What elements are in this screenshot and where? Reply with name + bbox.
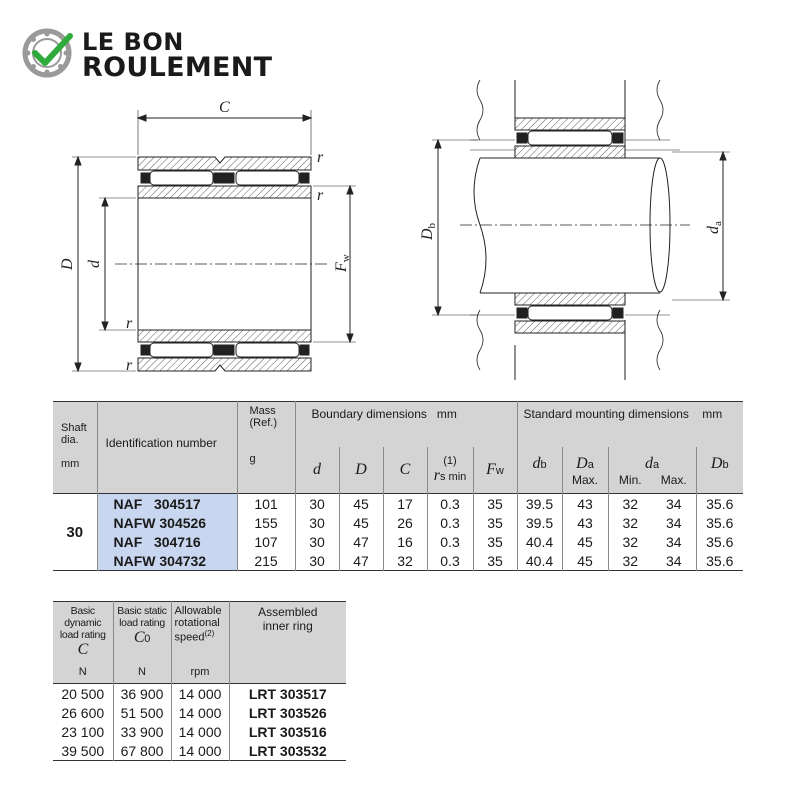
C-cell: 26 (383, 513, 427, 532)
col-da-min: Min. (608, 473, 652, 494)
col-Db: Db (696, 447, 743, 473)
mass-header: Mass (Ref.) g (237, 402, 295, 494)
rs-cell: 0.3 (427, 494, 473, 514)
mass-cell: 101 (237, 494, 295, 514)
Da-cell: 45 (562, 551, 608, 571)
table-row (53, 741, 346, 761)
Da-cell: 43 (562, 513, 608, 532)
label-D: D (59, 258, 76, 270)
speed-cell: 14 000 (171, 722, 229, 741)
ring-cell: LRT 303517 (229, 684, 346, 704)
ident-cell: NAFW 304732 (97, 551, 237, 571)
shaft-dia-header: Shaft dia. mm (61, 422, 87, 470)
label-r-2: r (317, 187, 324, 204)
label-d: d (86, 260, 103, 268)
db-cell: 40.4 (517, 551, 562, 571)
speed-cell: 14 000 (171, 741, 229, 761)
Db-cell: 35.6 (696, 513, 743, 532)
Fw-cell: 35 (473, 532, 517, 551)
da-max-cell: 34 (665, 495, 682, 512)
da-max-cell: 34 (665, 514, 682, 531)
table-row (53, 513, 743, 532)
col-da: da (608, 447, 696, 473)
dyn-header: Basic dynamic load rating C (59, 605, 106, 658)
da-max-cell: 34 (665, 552, 682, 569)
col-Da-max: Max. (562, 473, 608, 494)
Fw-cell: 35 (473, 513, 517, 532)
table-row (53, 494, 743, 514)
boundary-header: Boundary dimensions mm (295, 402, 517, 448)
Fw-cell: 35 (473, 494, 517, 514)
ring-cell: LRT 303516 (229, 722, 346, 741)
col-Fw: Fw (473, 447, 517, 494)
Da-cell: 43 (562, 494, 608, 514)
col-D: D (339, 447, 383, 494)
D-cell: 47 (339, 551, 383, 571)
stat-header: Basic static load rating C0 (113, 602, 171, 662)
label-Fw: Fw (333, 254, 352, 272)
stat-cell: 36 900 (113, 684, 171, 704)
speed-header: Allowable rotational speed$^{(2)}$ (171, 602, 229, 662)
D-cell: 45 (339, 513, 383, 532)
Db-cell: 35.6 (696, 494, 743, 514)
col-db: db (517, 447, 562, 473)
D-cell: 45 (339, 494, 383, 514)
table-row (53, 684, 346, 704)
da-min-cell: 32 (608, 494, 652, 514)
load-rating-table (53, 601, 346, 761)
dyn-unit: N (78, 666, 87, 678)
label-da: da (705, 221, 724, 234)
d-cell: 30 (295, 532, 339, 551)
label-r-4: r (126, 357, 133, 374)
d-cell: 30 (295, 513, 339, 532)
Db-cell: 35.6 (696, 551, 743, 571)
da-max-cell: 34 (665, 533, 682, 550)
db-cell: 40.4 (517, 532, 562, 551)
col-rs: (1) rs min (427, 447, 473, 494)
rs-cell: 0.3 (427, 551, 473, 571)
stat-cell: 33 900 (113, 722, 171, 741)
label-Db: Db (419, 222, 438, 240)
mass-cell: 215 (237, 551, 295, 571)
Da-cell: 45 (562, 532, 608, 551)
da-min-cell: 32 (608, 513, 652, 532)
rs-cell: 0.3 (427, 513, 473, 532)
Db-cell: 35.6 (696, 532, 743, 551)
db-cell: 39.5 (517, 494, 562, 514)
table-row (53, 551, 743, 571)
stat-unit: N (113, 661, 171, 684)
mass-cell: 155 (237, 513, 295, 532)
ring-cell: LRT 303526 (229, 703, 346, 722)
label-r-3: r (126, 315, 133, 332)
rs-cell: 0.3 (427, 532, 473, 551)
speed-cell: 14 000 (171, 703, 229, 722)
col-C: C (383, 447, 427, 494)
C-cell: 17 (383, 494, 427, 514)
C-cell: 32 (383, 551, 427, 571)
brand-line1: LE BON (82, 28, 184, 56)
table-row (53, 532, 743, 551)
col-Da: Da (562, 447, 608, 473)
ident-cell: NAF 304517 (97, 494, 237, 514)
table-row (53, 722, 346, 741)
dyn-cell: 26 600 (61, 704, 105, 721)
db-cell: 39.5 (517, 513, 562, 532)
col-d: d (295, 447, 339, 494)
label-C: C (219, 99, 230, 116)
ring-header: Assembled inner ring (229, 602, 346, 662)
dyn-cell: 23 100 (61, 723, 105, 740)
speed-cell: 14 000 (171, 684, 229, 704)
table-row (53, 703, 346, 722)
brand-line2: ROULEMENT (82, 52, 273, 83)
ident-cell: NAF 304716 (97, 532, 237, 551)
mass-cell: 107 (237, 532, 295, 551)
col-da-max: Max. (660, 473, 687, 487)
speed-unit: rpm (171, 661, 229, 684)
ring-cell: LRT 303532 (229, 741, 346, 761)
dyn-cell: 39 500 (61, 742, 105, 759)
mounting-header: Standard mounting dimensions mm (517, 402, 743, 448)
dyn-cell: 20 500 (61, 685, 105, 702)
d-cell: 30 (295, 494, 339, 514)
stat-cell: 51 500 (113, 703, 171, 722)
dimensions-table (53, 401, 743, 571)
ident-cell: NAFW 304526 (97, 513, 237, 532)
ident-header: Identification number (97, 402, 237, 494)
shaft-value: 30 (66, 523, 84, 541)
label-r-1: r (317, 149, 324, 166)
C-cell: 16 (383, 532, 427, 551)
d-cell: 30 (295, 551, 339, 571)
da-min-cell: 32 (608, 532, 652, 551)
da-min-cell: 32 (608, 551, 652, 571)
Fw-cell: 35 (473, 551, 517, 571)
D-cell: 47 (339, 532, 383, 551)
stat-cell: 67 800 (113, 741, 171, 761)
